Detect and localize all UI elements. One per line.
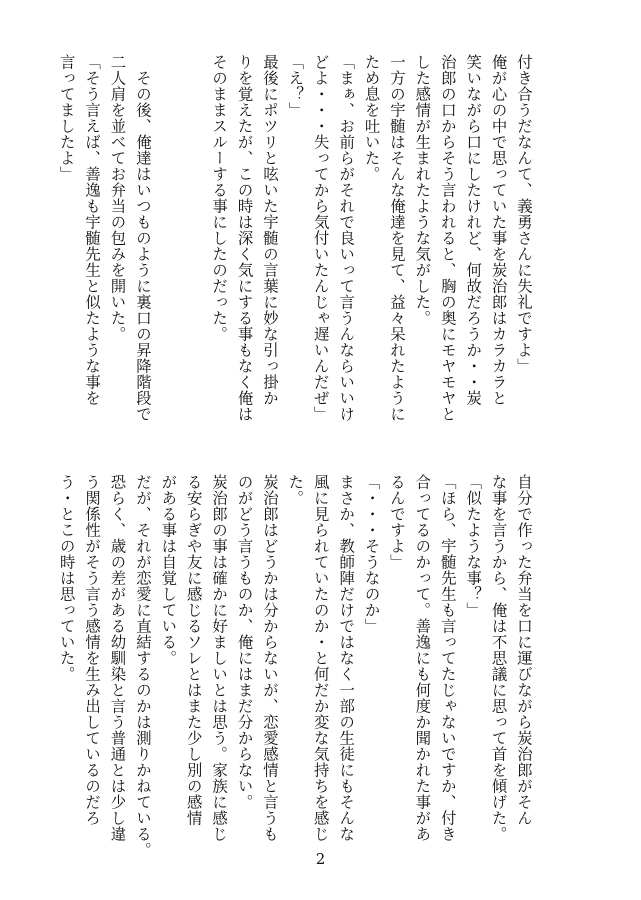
text-line: そのままスルーする事にしたのだった。 xyxy=(210,54,229,342)
text-line: 二人肩を並べてお弁当の包みを開いた。 xyxy=(108,54,127,342)
text-line: 一方の宇髄はそんな俺達を見て、益々呆れたように xyxy=(387,54,406,422)
text-line: まさか、教師陣だけではなく一部の生徒にもそんな xyxy=(337,474,356,842)
page-number: 2 xyxy=(315,850,326,868)
text-line xyxy=(180,54,205,446)
text-line: 最後にポツリと呟いた宇髄の言葉に妙な引っ掛か xyxy=(260,54,279,406)
text-line: な事を言うから、俺は不思議に思って首を傾げた。 xyxy=(489,474,508,842)
text-line: 恐らく、歳の差がある幼馴染と言う普通とは少し違 xyxy=(108,474,127,842)
text-line: た。 xyxy=(286,474,305,506)
text-line: 炭治郎はどうかは分からないが、恋愛感情と言うも xyxy=(260,474,279,842)
text-line: 付き合うだなんて、義勇さんに失礼ですよ」 xyxy=(515,54,533,374)
text-line: 「・・・そうなのか」 xyxy=(362,474,381,634)
text-line: 炭治郎の事は確かに好ましいとは思う。家族に感じ xyxy=(210,474,229,842)
text-line: 俺が心の中で思っていた事を炭治郎はカラカラと xyxy=(489,54,508,406)
text-line: のがどう言うものか、俺にはまだ分からない。 xyxy=(235,474,254,810)
text-line: した感情が生まれたような気がした。 xyxy=(413,54,432,326)
lower-text-block xyxy=(53,474,536,858)
text-line: 笑いながら口にしたけれど、何故だろうか・・炭 xyxy=(464,54,483,406)
text-line: 言ってましたよ」 xyxy=(57,54,76,182)
text-line: 「そう言えば、善逸も宇髄先生と似たような事を xyxy=(83,54,102,406)
text-line: だが、それが恋愛に直結するのかは測りかねている。 xyxy=(133,474,152,858)
text-line: 「え？」 xyxy=(286,54,305,118)
text-line: りを覚えたが、この時は深く気にする事もなく俺は xyxy=(235,54,254,422)
text-line: るんですよ」 xyxy=(387,474,406,570)
text-line: う・とこの時は思っていた。 xyxy=(57,474,76,682)
text-line: どよ・・・失ってから気付いたんじゃ遅いんだぜ」 xyxy=(311,54,330,422)
text-line: 「まぁ、お前らがそれで良いって言うんならいいけ xyxy=(337,54,356,422)
text-line: 合ってるのかって。善逸にも何度か聞かれた事があ xyxy=(413,474,432,842)
text-line: ため息を吐いた。 xyxy=(362,54,381,182)
text-line xyxy=(155,54,180,446)
text-line: 「似たような事？」 xyxy=(464,474,483,618)
text-line: 「ほら、宇髄先生も言ってたじゃないですか、付き xyxy=(438,474,457,842)
text-line: 自分で作った弁当を口に運びながら炭治郎がそん xyxy=(515,474,533,826)
text-line: う関係性がそう言う感情を生み出しているのだろ xyxy=(83,474,102,826)
upper-text-block xyxy=(53,54,536,446)
text-line: その後、俺達はいつものように裏口の昇降階段で xyxy=(133,54,152,422)
text-line: る安らぎや友に感じるソレとはまた少し別の感情 xyxy=(184,474,203,826)
text-line: 風に見られていたのか・と何だか変な気持ちを感じ xyxy=(311,474,330,842)
text-line: 治郎の口からそう言われると、胸の奥にモヤモヤと xyxy=(438,54,457,422)
text-line: がある事は自覚している。 xyxy=(159,474,178,666)
